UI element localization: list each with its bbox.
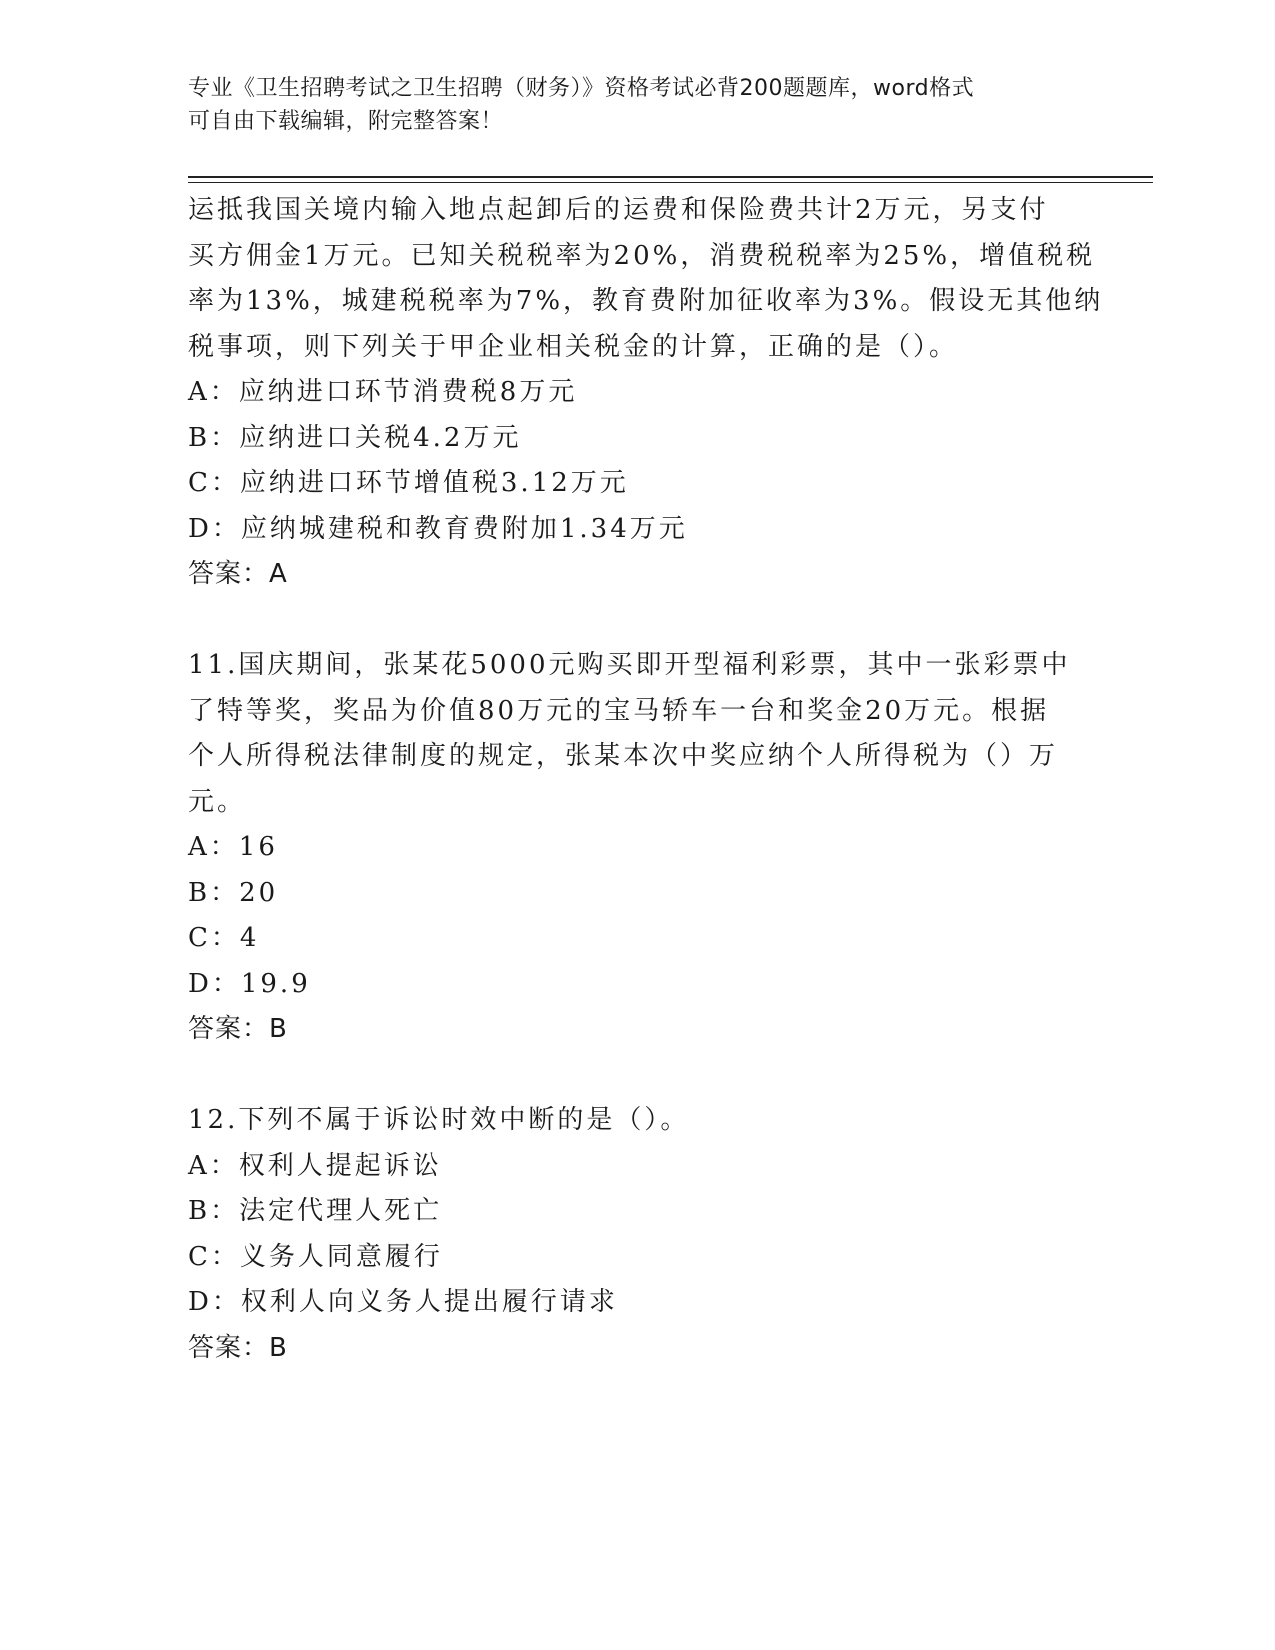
question-stem-line: 11.国庆期间，张某花5000元购买即开型福利彩票，其中一张彩票中 bbox=[188, 650, 1071, 680]
question-11 bbox=[188, 643, 1088, 1053]
option-a: A：16 bbox=[188, 832, 278, 862]
question-stem-line: 12.下列不属于诉讼时效中断的是（）。 bbox=[188, 1105, 690, 1135]
question-stem-line: 元。 bbox=[188, 786, 247, 817]
answer-line: 答案：A bbox=[188, 559, 288, 589]
document-header bbox=[188, 72, 1088, 138]
question-12 bbox=[188, 1098, 1088, 1371]
option-b: B：20 bbox=[188, 877, 279, 908]
question-list bbox=[188, 188, 1104, 1371]
option-d: D：19.9 bbox=[188, 968, 311, 999]
option-d: D：应纳城建税和教育费附加1.34万元 bbox=[188, 513, 688, 544]
option-a: A：权利人提起诉讼 bbox=[188, 1150, 442, 1181]
answer-line: 答案：B bbox=[188, 1332, 288, 1363]
option-b: B：法定代理人死亡 bbox=[188, 1196, 443, 1226]
header-title-line-2: 可自由下载编辑，附完整答案！ bbox=[188, 109, 504, 134]
question-10 bbox=[188, 188, 1104, 598]
question-stem-line: 了特等奖，奖品为价值80万元的宝马轿车一台和奖金20万元。根据 bbox=[188, 695, 1050, 726]
header-title-line-1: 专业《卫生招聘考试之卫生招聘（财务）》资格考试必背200题题库，word格式 bbox=[188, 76, 975, 101]
option-c: C：义务人同意履行 bbox=[188, 1241, 443, 1272]
question-stem-line: 税事项，则下列关于甲企业相关税金的计算，正确的是（）。 bbox=[188, 331, 959, 362]
question-stem-line: 运抵我国关境内输入地点起卸后的运费和保险费共计2万元，另支付 bbox=[188, 195, 1049, 225]
question-spacer bbox=[188, 1053, 1088, 1099]
option-c: C：应纳进口环节增值税3.12万元 bbox=[188, 468, 629, 498]
question-stem-line: 个人所得税法律制度的规定，张某本次中奖应纳个人所得税为（）万 bbox=[188, 741, 1059, 771]
option-a: A：应纳进口环节消费税8万元 bbox=[188, 377, 578, 407]
option-d: D：权利人向义务人提出履行请求 bbox=[188, 1287, 618, 1317]
question-spacer bbox=[188, 598, 1088, 644]
answer-line: 答案：B bbox=[188, 1014, 288, 1044]
option-b: B：应纳进口关税4.2万元 bbox=[188, 422, 522, 453]
header-divider-thin bbox=[188, 182, 1153, 183]
question-stem-line: 率为13%，城建税税率为7%，教育费附加征收率为3%。假设无其他纳 bbox=[188, 286, 1104, 316]
question-stem-line: 买方佣金1万元。已知关税税率为20%，消费税税率为25%，增值税税 bbox=[188, 240, 1096, 271]
option-c: C：4 bbox=[188, 923, 260, 953]
header-divider-thick bbox=[188, 176, 1153, 178]
